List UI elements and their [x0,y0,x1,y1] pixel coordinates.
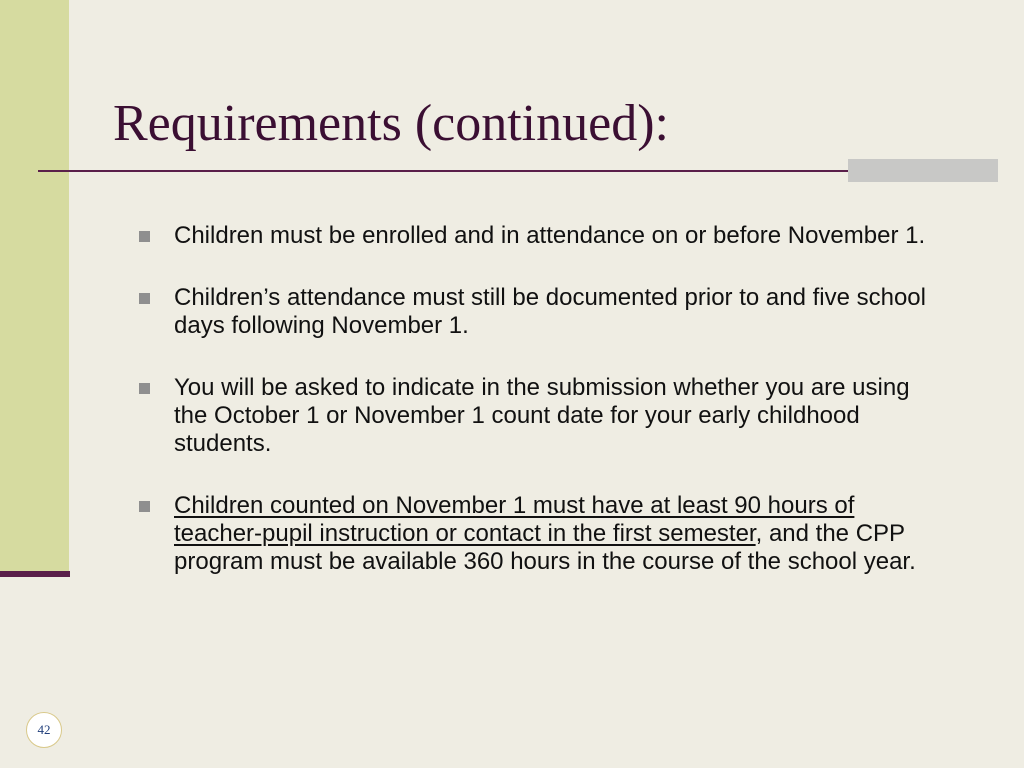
square-bullet-icon [139,383,150,394]
bullet-text: You will be asked to indicate in the submission whether you are using the October 1 or November 1 count date for your early childhood students. [174,374,910,457]
slide-title: Requirements (continued): [113,95,669,152]
square-bullet-icon [139,293,150,304]
bullet-item [137,374,937,458]
bullet-item [137,492,937,576]
title-underline-rule [38,170,968,172]
square-bullet-icon [139,501,150,512]
bullet-text: Children must be enrolled and in attendance on or before November 1. [174,222,926,249]
bullet-underlined-text: Children counted on November 1 must have at least 90 hours of teacher-pupil instruction or contact in the first semester [174,492,855,547]
bullet-list [137,222,937,610]
left-bar-rule [0,571,70,577]
bullet-text: , and the CPP program must be available 360 hours in the course of the school year. [174,520,916,575]
page-number-badge: 42 [26,712,62,748]
bullet-item [137,222,937,250]
bullet-item [137,284,937,340]
title-accent-block [848,159,998,182]
left-decorative-bar [0,0,69,575]
bullet-text: Children’s attendance must still be documented prior to and five school days following November 1. [174,284,926,339]
square-bullet-icon [139,231,150,242]
